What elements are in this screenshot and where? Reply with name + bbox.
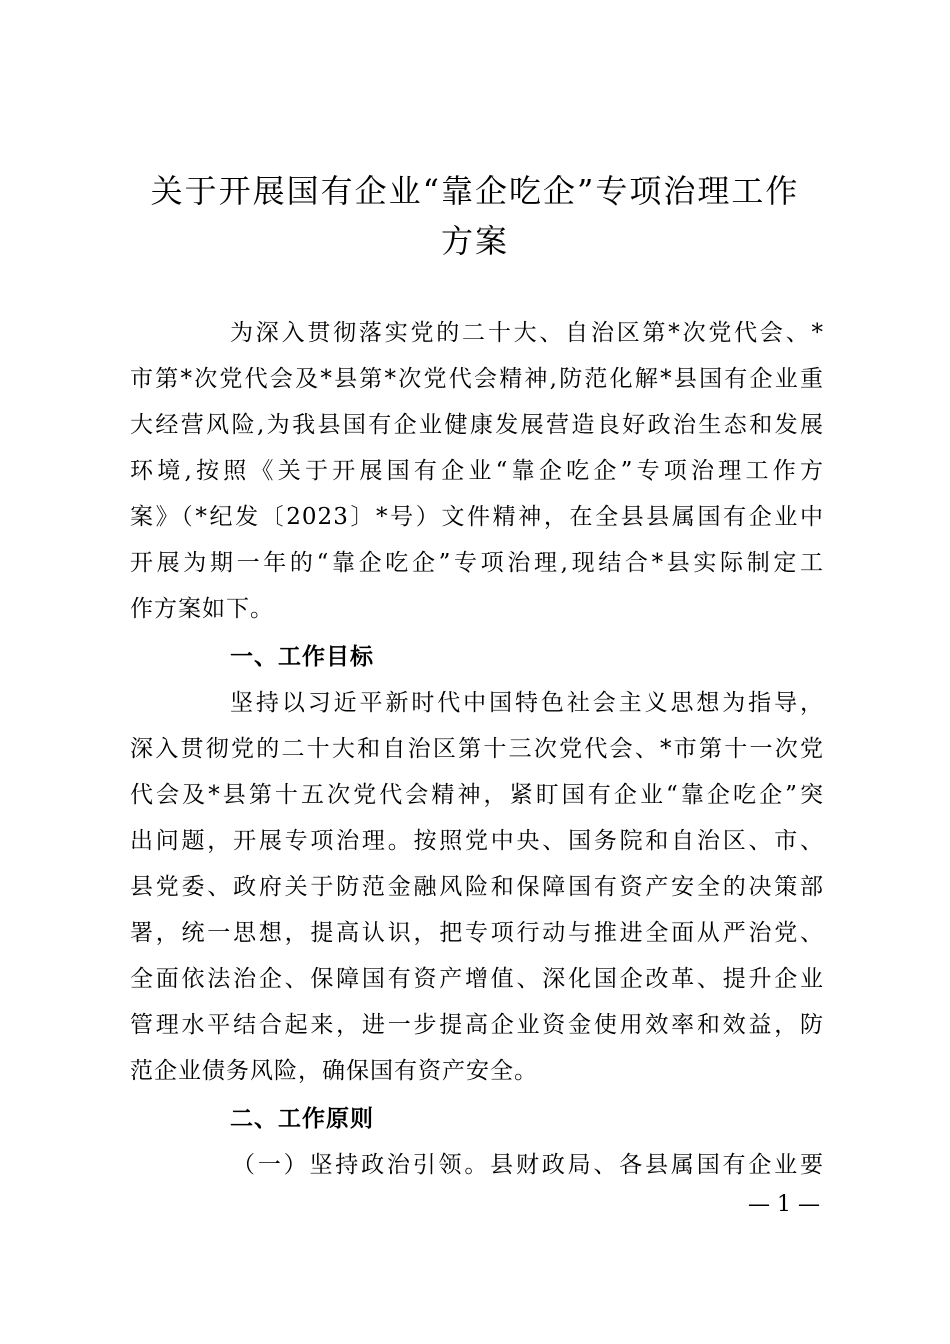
intro-line: 大经营风险,为我县国有企业健康发展营造良好政治生态和发展 (130, 412, 824, 438)
goals-line: 管理水平结合起来，进一步提高企业资金使用效率和效益，防 (130, 1012, 824, 1038)
section-heading-goals: 一、工作目标 (230, 644, 374, 670)
intro-line: 作方案如下。 (130, 596, 274, 622)
intro-line: 开展为期一年的“靠企吃企”专项治理,现结合*县实际制定工 (130, 550, 824, 576)
page-number: — 1 — (748, 1192, 820, 1217)
title-line-2: 方案 (440, 222, 509, 260)
intro-line: 案》（*纪发〔2023〕*号）文件精神，在全县县属国有企业中 (130, 504, 824, 530)
goals-line: 坚持以习近平新时代中国特色社会主义思想为指导， (230, 690, 824, 716)
document-title (120, 166, 830, 266)
intro-line: 市第*次党代会及*县第*次党代会精神,防范化解*县国有企业重 (130, 366, 824, 392)
goals-line: 深入贯彻党的二十大和自治区第十三次党代会、*市第十一次党 (130, 736, 824, 762)
intro-paragraph (130, 310, 824, 632)
goals-line: 署，统一思想，提高认识，把专项行动与推进全面从严治党、 (130, 920, 824, 946)
goals-line: 范企业债务风险，确保国有资产安全。 (130, 1058, 538, 1084)
intro-line: 环境,按照《关于开展国有企业“靠企吃企”专项治理工作方 (130, 458, 824, 484)
goals-line: 县党委、政府关于防范金融风险和保障国有资产安全的决策部 (130, 874, 824, 900)
goals-paragraph (130, 680, 824, 1094)
intro-line: 为深入贯彻落实党的二十大、自治区第*次党代会、* (230, 320, 824, 346)
section-heading-principles: 二、工作原则 (230, 1106, 374, 1132)
goals-line: 代会及*县第十五次党代会精神，紧盯国有企业“靠企吃企”突 (130, 782, 824, 808)
goals-line: 出问题，开展专项治理。按照党中央、国务院和自治区、市、 (130, 828, 824, 854)
title-line-1: 关于开展国有企业“靠企吃企”专项治理工作 (150, 172, 800, 210)
goals-line: 全面依法治企、保障国有资产增值、深化国企改革、提升企业 (130, 966, 824, 992)
principle-item-1: （一）坚持政治引领。县财政局、各县属国有企业要 (232, 1152, 824, 1178)
